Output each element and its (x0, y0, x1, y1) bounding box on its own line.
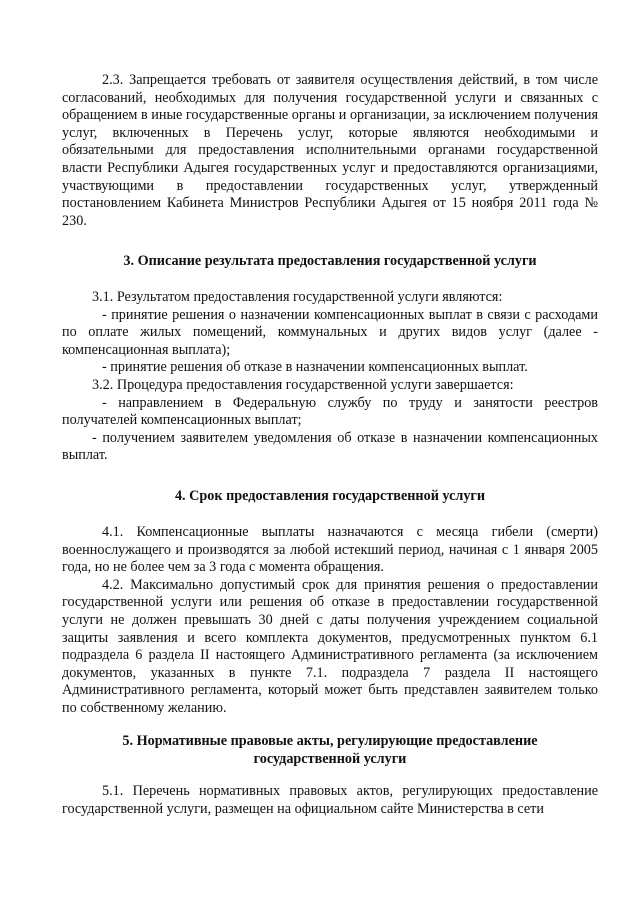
section-4-heading-block (62, 488, 598, 506)
section-4-body (62, 524, 598, 718)
paragraph-3-2-item-2: - получением заявителем уведомления об отказе в назначении компенсационных выплат. (62, 429, 598, 464)
paragraph-4-2: 4.2. Максимально допустимый срок для принятия решения о предоставлении государственной услуги или решения об отказе в предоставлении государственной услуги не должен превышать 30 дней с даты получения учреждением социальной защиты заявления и всего комплекта документов, предусмотренных пунктом 6.1 подраздела 6 раздела II настоящего Административного регламента (за исключением документов, указанных в пункте 7.1. подраздела 7 раздела II настоящего Административного регламента, который может быть представлен заявителем только по собственному желанию. (62, 576, 598, 716)
section-5-body (62, 783, 598, 818)
paragraph-2-3: 2.3. Запрещается требовать от заявителя осуществления действий, в том числе согласований, необходимых для получения государственной услуги и связанных с обращением в иные государственные органы и организации, за исключением получения услуг, включенных в Перечень услуг, которые являются необходимыми и обязательными для предоставления исполнительными органами государственной власти Республики Адыгея государственных услуг и предоставляются организациями, участвующими в предоставлении государственных услуг, утвержденный постановлением Кабинета Министров Республики Адыгея от 15 ноября 2011 года № 230. (62, 72, 598, 229)
paragraph-3-2-item-1: - направлением в Федеральную службу по труду и занятости реестров получателей компенсационных выплат; (62, 394, 598, 429)
paragraph-3-1-item-2: - принятие решения об отказе в назначении компенсационных выплат. (102, 359, 528, 376)
section-5-heading-block (62, 733, 598, 768)
section-5-heading-line-2: государственной услуги (253, 750, 407, 767)
paragraph-5-1: 5.1. Перечень нормативных правовых актов, регулирующих предоставление государственной услуги, размещен на официальном сайте Министерства в сети (62, 783, 598, 817)
paragraph-3-2: 3.2. Процедура предоставления государственной услуги завершается: (92, 376, 514, 393)
section-3-heading-block (62, 253, 598, 271)
section-5-heading-line-1: 5. Нормативные правовые акты, регулирующие предоставление (122, 733, 538, 749)
paragraph-3-1-item-1: - принятие решения о назначении компенсационных выплат в связи с расходами по оплате жилых помещений, коммунальных и других видов услуг (далее - компенсационная выплата); (62, 306, 598, 358)
paragraph-2-3-block (62, 72, 598, 230)
section-3-heading: 3. Описание результата предоставления государственной услуги (123, 253, 537, 269)
section-3-body (62, 289, 598, 465)
paragraph-3-1: 3.1. Результатом предоставления государственной услуги являются: (92, 289, 503, 305)
section-4-heading: 4. Срок предоставления государственной услуги (174, 488, 486, 504)
paragraph-4-1: 4.1. Компенсационные выплаты назначаются с месяца гибели (смерти) военнослужащего и производятся за любой истекший период, начиная с 1 января 2005 года, но не более чем за 3 года с момента обращения. (62, 524, 598, 576)
